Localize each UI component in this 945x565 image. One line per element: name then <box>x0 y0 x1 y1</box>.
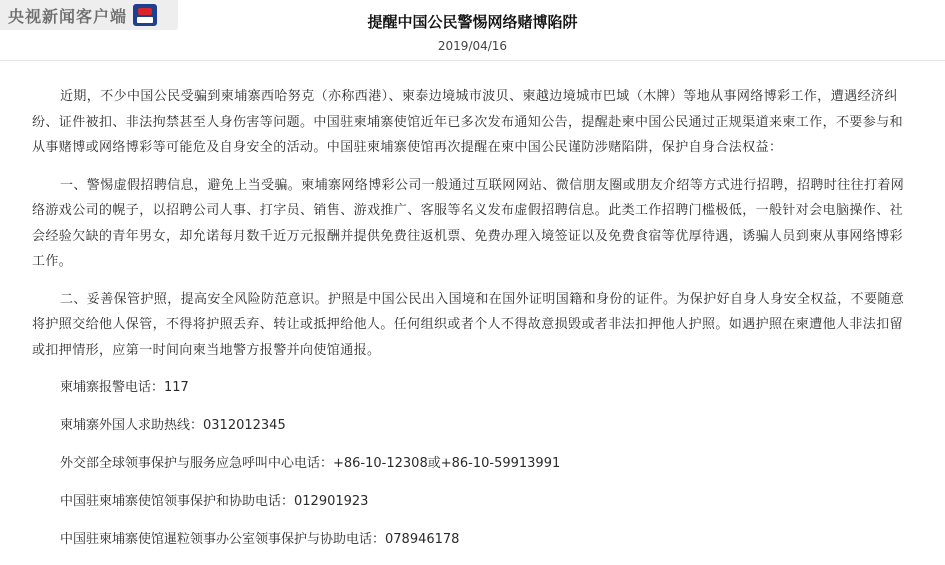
hotline-item: 中国驻柬埔寨使馆暹粒领事办公室领事保护与协助电话：078946178 <box>60 532 460 547</box>
hotline-item: 中国驻柬埔寨使馆领事保护和协助电话：012901923 <box>60 494 369 509</box>
hotline-item: 外交部全球领事保护与服务应急呼叫中心电话：+86-10-12308或+86-10-59913991 <box>60 456 561 471</box>
paragraph-passport-safety: 二、妥善保管护照，提高安全风险防范意识。护照是中国公民出入国境和在国外证明国籍和身份的证件。为保护好自身人身安全权益，不要随意将护照交给他人保管，不得将护照丢弃、转让或抵押给他人。任何组织或者个人不得故意损毁或者非法扣押他人护照。如遇护照在柬遭他人非法扣留或扣押情形，应第一时间向柬当地警方报警并向使馆通报。 <box>32 291 905 358</box>
article-title: 提醒中国公民警惕网络赌博陷阱 <box>367 13 578 31</box>
hotline-item: 柬埔寨外国人求助热线：0312012345 <box>60 418 286 433</box>
intro-paragraph: 近期，不少中国公民受骗到柬埔寨西哈努克（亦称西港）、柬泰边境城市波贝、柬越边境城市巴域（木牌）等地从事网络博彩工作，遭遇经济纠纷、证件被扣、非法拘禁甚至人身伤害等问题。中国驻柬埔寨使馆近年已多次发布通知公告，提醒赴柬中国公民通过正规渠道来柬工作，不要参与和从事赌博或网络博彩等可能危及自身安全的活动。中国驻柬埔寨使馆再次提醒在柬中国公民谨防涉赌陷阱，保护自身合法权益： <box>32 89 904 155</box>
article-body <box>32 84 914 565</box>
hotline-list <box>32 375 914 565</box>
hotline-item: 柬埔寨报警电话：117 <box>60 380 189 395</box>
paragraph-recruitment-warning: 一、警惕虚假招聘信息，避免上当受骗。柬埔寨网络博彩公司一般通过互联网网站、微信朋友圈或朋友介绍等方式进行招聘，招聘时往往打着网络游戏公司的幌子，以招聘公司人事、打字员、销售、游戏推广、客服等名义发布虚假招聘信息。此类工作招聘门槛极低，一般针对会电脑操作、社会经验欠缺的青年男女，却允诺每月数千近万元报酬并提供免费往返机票、免费办理入境签证以及免费食宿等优厚待遇，诱骗人员到柬从事网络博彩工作。 <box>32 177 905 269</box>
article-date: 2019/04/16 <box>437 39 508 53</box>
brand-name: 央视新闻客户端 <box>8 6 128 26</box>
header-divider <box>0 60 945 61</box>
